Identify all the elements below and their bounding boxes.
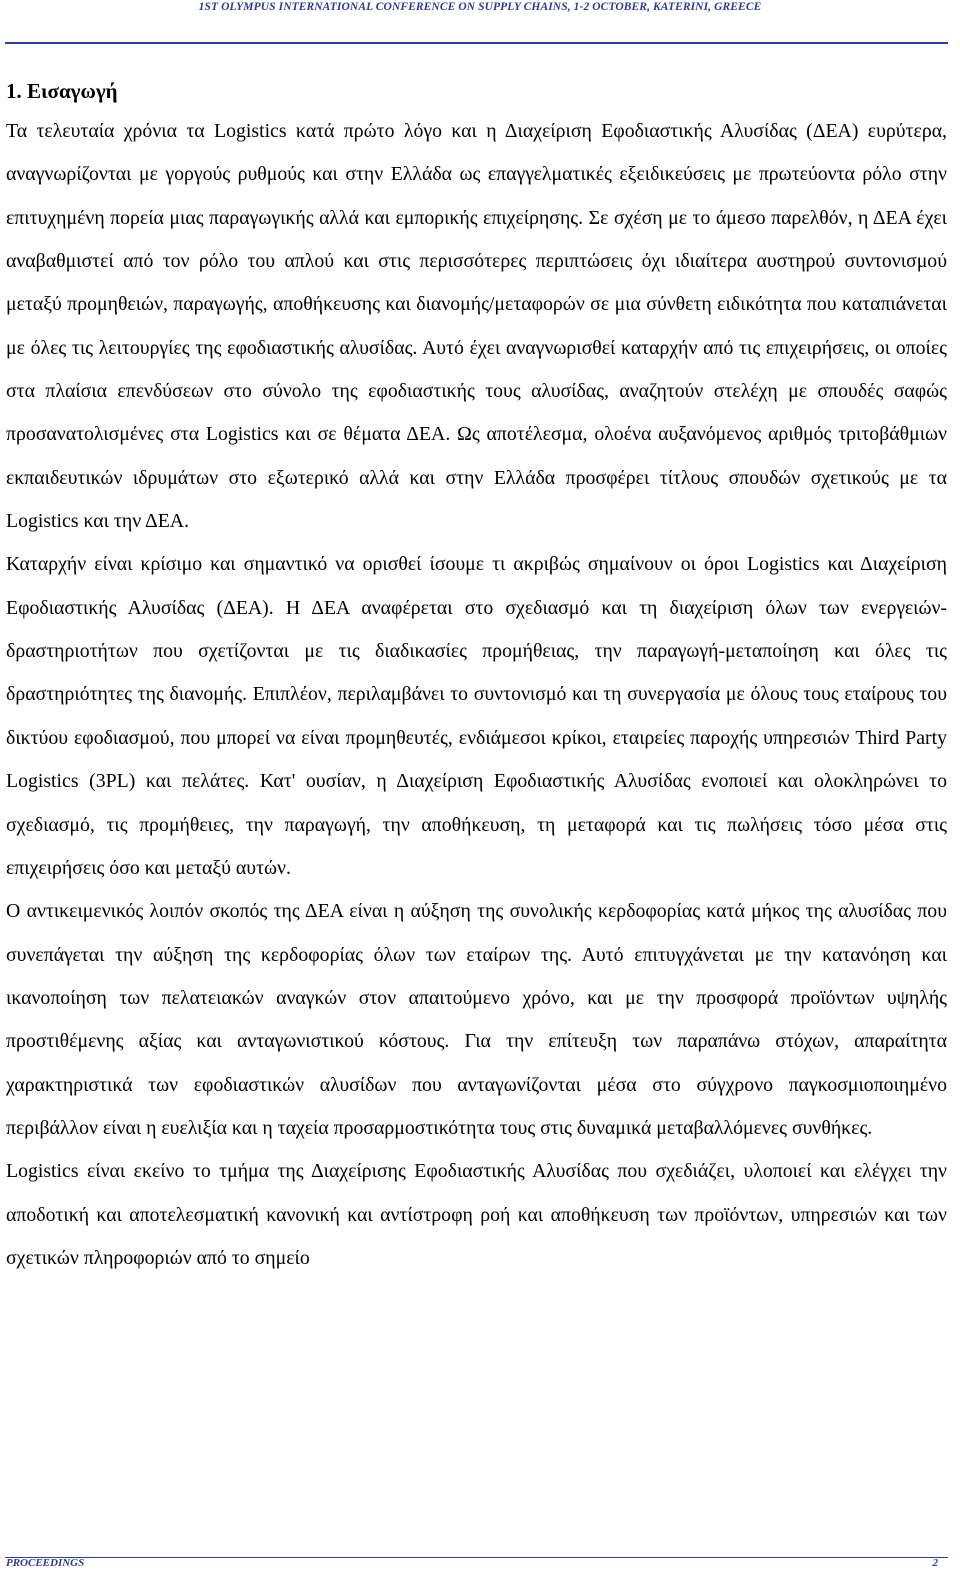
paragraph-4: Logistics είναι εκείνο το τμήμα της Διαχείρισης Εφοδιαστικής Αλυσίδας που σχεδιάζει, υλοποιεί και ελέγχει την αποδοτική και αποτελεσματική κανονική και αντίστροφη ροή και αποθήκευση των προϊόντων, υπηρεσιών και των σχετικών πληροφοριών από το σημείο	[6, 1160, 947, 1269]
paragraph-2: Καταρχήν είναι κρίσιμο και σημαντικό να ορισθεί ίσουμε τι ακριβώς σημαίνουν οι όροι Logistics και Διαχείριση Εφοδιαστικής Αλυσίδας (ΔΕΑ). Η ΔΕΑ αναφέρεται στο σχεδιασμό και τη διαχείριση όλων των ενεργειών-δραστηριοτήτων που σχετίζονται με τις διαδικασίες προμήθειας, την παραγωγή-μεταποίηση και όλες τις δραστηριότητες της διανομής. Επιπλέον, περιλαμβάνει το συντονισμό και τη συνεργασία με όλους τους εταίρους του δικτύου εφοδιασμού, που μπορεί να είναι προμηθευτές, ενδιάμεσοι κρίκοι, εταιρείες παροχής υπηρεσιών Third Party Logistics (3PL) και πελάτες. Κατ' ουσίαν, η Διαχείριση Εφοδιαστικής Αλυσίδας ενοποιεί και ολοκληρώνει το σχεδιασμό, τις προμήθειες, την παραγωγή, την αποθήκευση, τη μεταφορά και τις πωλήσεις τόσο μέσα στις επιχειρήσεις όσο και μεταξύ αυτών.	[6, 553, 947, 879]
section-title: 1. Εισαγωγή	[6, 79, 118, 103]
paragraph-1: Τα τελευταία χρόνια τα Logistics κατά πρώτο λόγο και η Διαχείριση Εφοδιαστικής Αλυσίδας (ΔΕΑ) ευρύτερα, αναγνωρίζονται με γοργούς ρυθμούς και στην Ελλάδα ως επαγγελματικές εξειδικεύσεις με πρωτεύοντα ρόλο στην επιτυχημένη πορεία μιας παραγωγικής αλλά και εμπορικής επιχείρησης. Σε σχέση με το άμεσο παρελθόν, η ΔΕΑ έχει αναβαθμιστεί από τον ρόλο του απλού και στις περισσότερες περιπτώσεις όχι ιδιαίτερα αυστηρού συντονισμού μεταξύ προμηθειών, παραγωγής, αποθήκευσης και διανομής/μεταφορών σε μια σύνθετη ειδικότητα που καταπιάνεται με όλες τις λειτουργίες της εφοδιαστικής αλυσίδας. Αυτό έχει αναγνωρισθεί καταρχήν από τις επιχειρήσεις, οι οποίες στα πλαίσια επενδύσεων στο σύνολο της εφοδιαστικής τους αλυσίδας, αναζητούν στελέχη με σπουδές σαφώς προσανατολισμένες στα Logistics και σε θέματα ΔΕΑ. Ως αποτέλεσμα, ολοένα αυξανόμενος αριθμός τριτοβάθμιων εκπαιδευτικών ιδρυμάτων στο εξωτερικό αλλά και στην Ελλάδα προσφέρει τίτλους σπουδών σχετικούς με τα Logistics και την ΔΕΑ.	[6, 120, 947, 533]
footer-page-number: 2	[932, 1557, 938, 1569]
paragraph-3: Ο αντικειμενικός λοιπόν σκοπός της ΔΕΑ είναι η αύξηση της συνολικής κερδοφορίας κατά μήκος της αλυσίδας που συνεπάγεται την αύξηση της κερδοφορίας όλων των εταίρων της. Αυτό επιτυγχάνεται με την κατανόηση και ικανοποίηση των πελατειακών αναγκών στον απαιτούμενο χρόνο, και με την προσφορά προϊόντων υψηλής προστιθέμενης αξίας και ανταγωνιστικού κόστους. Για την επίτευξη των παραπάνω στόχων, απαραίτητα χαρακτηριστικά των εφοδιαστικών αλυσίδων που ανταγωνίζονται μέσα στο σύγχρονο παγκοσμιοποιημένο περιβάλλον είναι η ευελιξία και η ταχεία προσαρμοστικότητα τους στις δυναμικά μεταβαλλόμενες συνθήκες.	[6, 900, 947, 1139]
header-rule	[5, 42, 948, 44]
page-content	[6, 76, 947, 1280]
running-header: 1ST OLYMPUS INTERNATIONAL CONFERENCE ON SUPPLY CHAINS, 1-2 OCTOBER, KATERINI, GREECE	[198, 1, 762, 13]
footer-proceedings-label: PROCEEDINGS	[6, 1557, 85, 1569]
footer-rule	[5, 1557, 948, 1558]
